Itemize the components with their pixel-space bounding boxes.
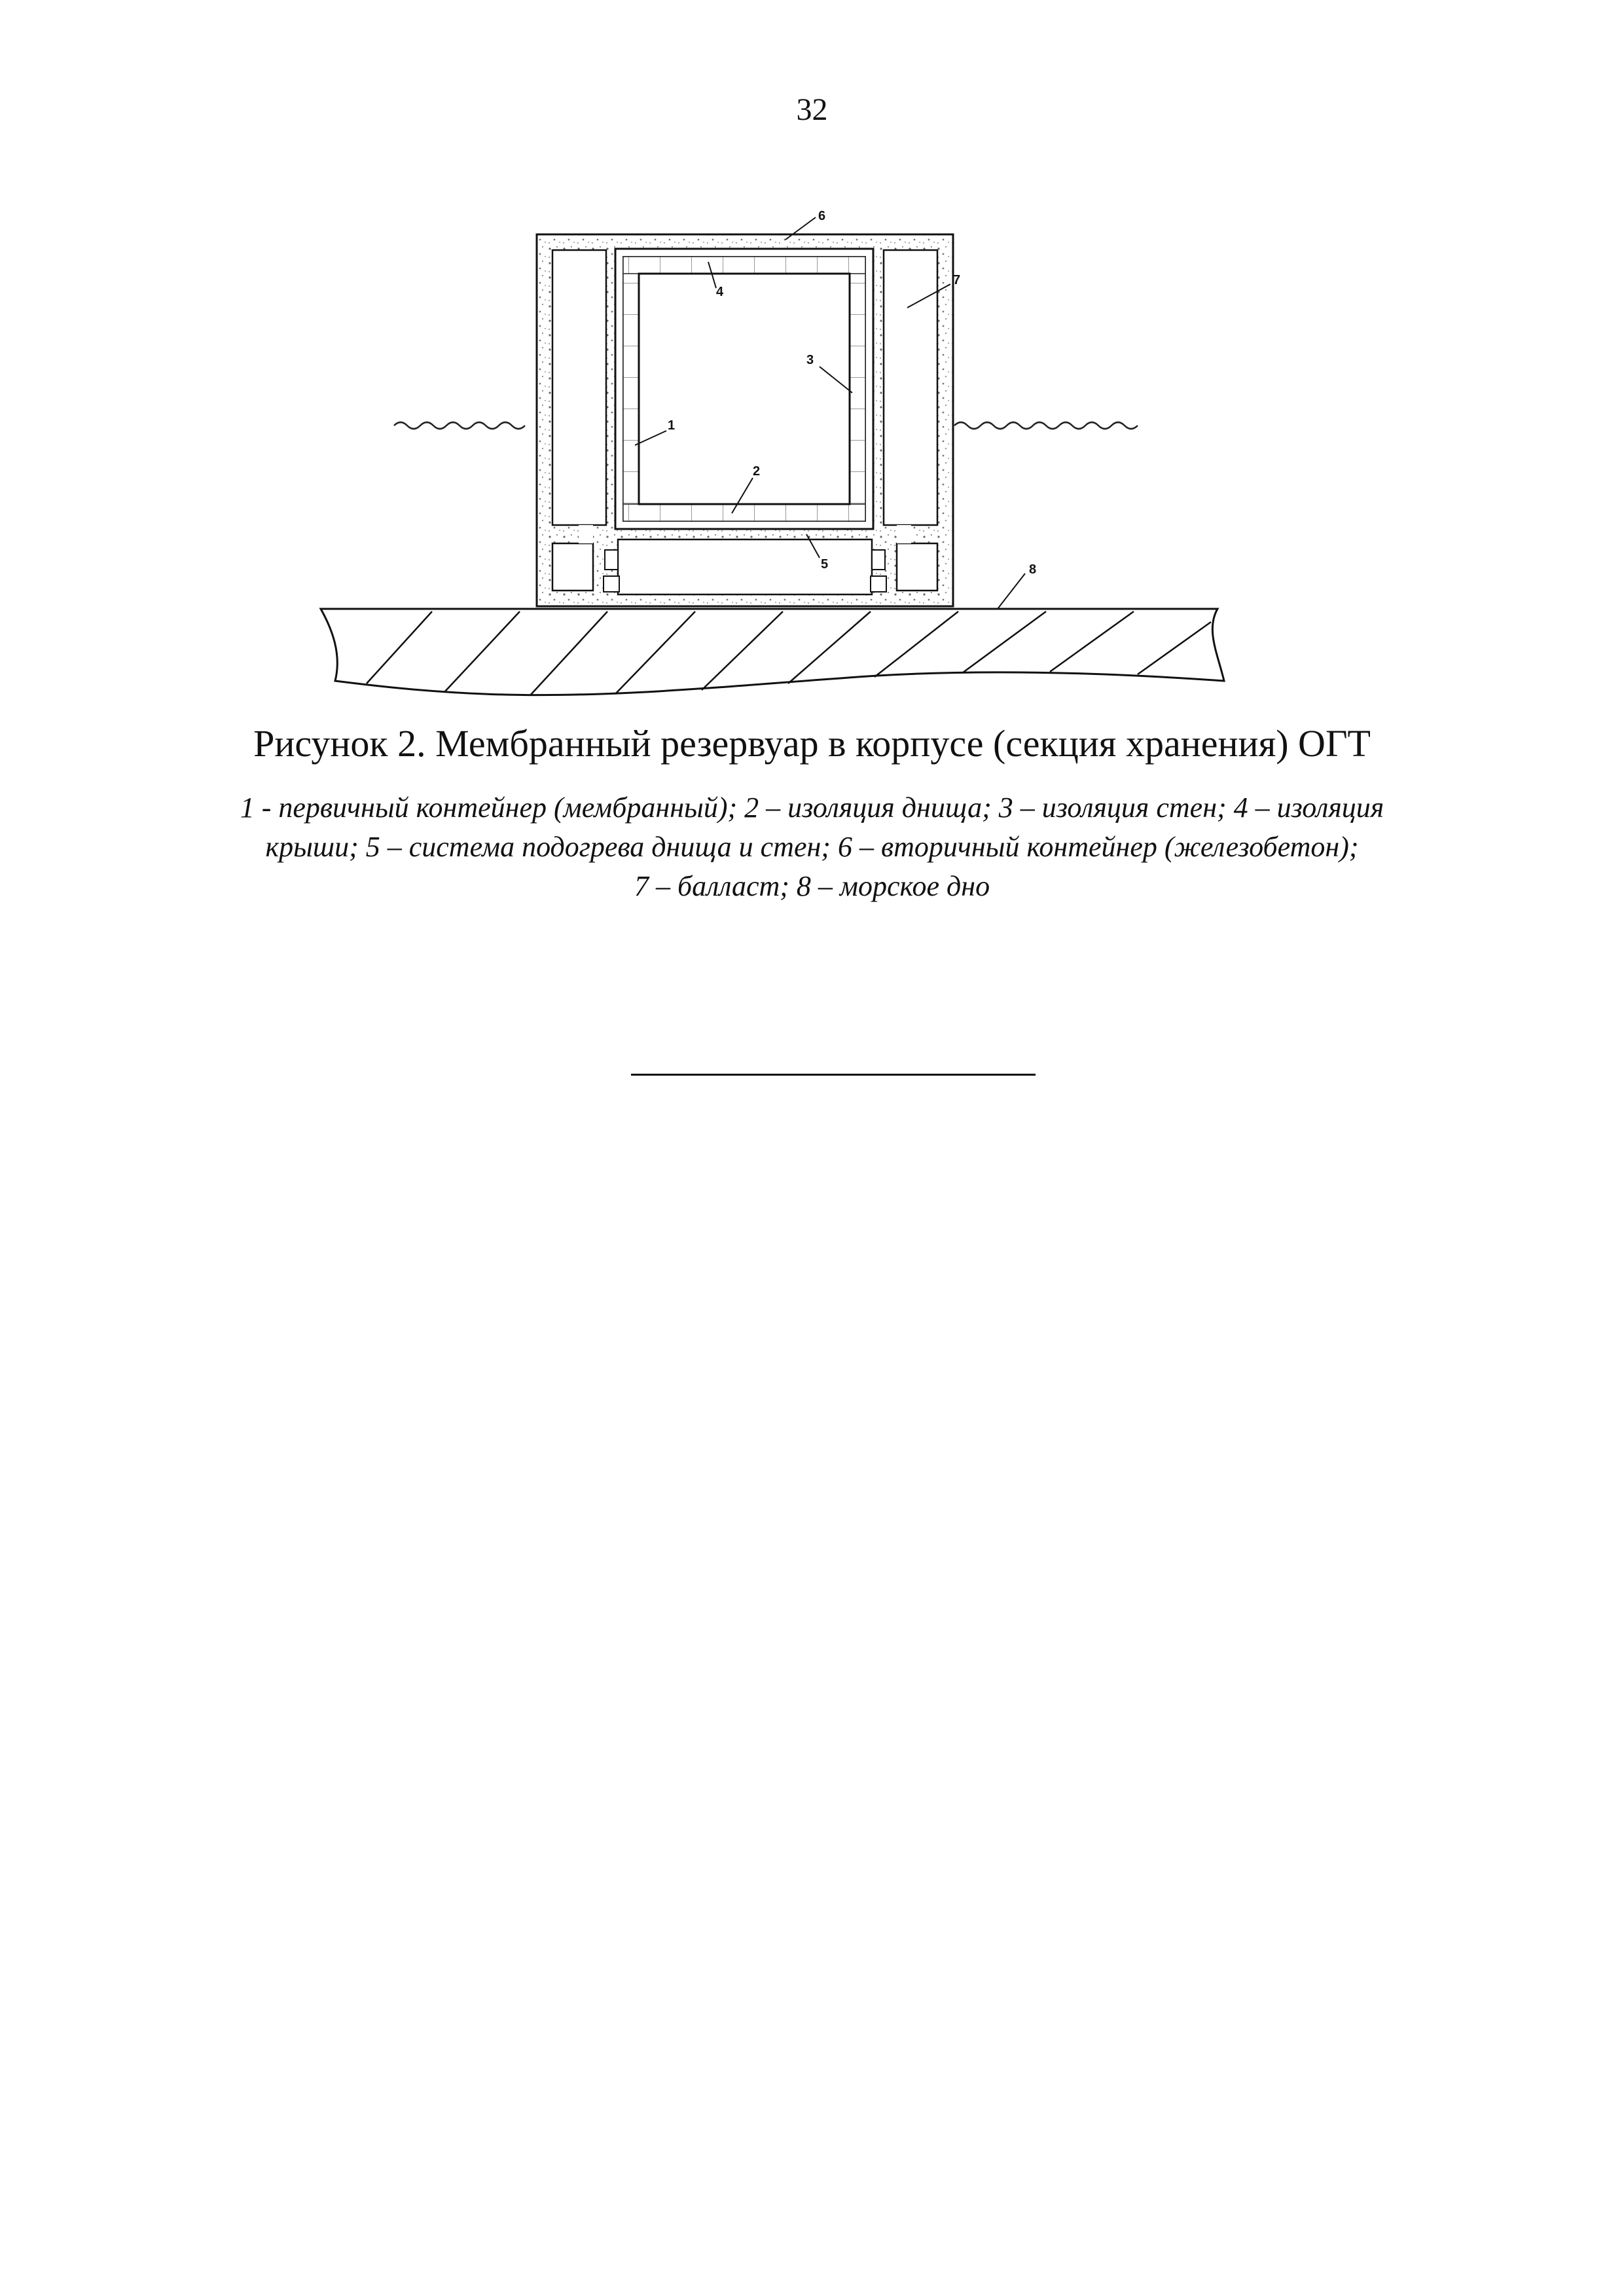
legend-line: 7 – балласт; 8 – морское дно	[634, 870, 990, 902]
callout-4: 4	[716, 285, 724, 299]
primary-membrane	[639, 274, 850, 504]
callout-2: 2	[753, 464, 761, 479]
page-number: 32	[796, 92, 828, 127]
wall-insulation-left	[623, 274, 639, 504]
wall-insulation-right	[850, 274, 865, 504]
callout-8: 8	[1029, 562, 1037, 577]
callout-5: 5	[821, 557, 829, 572]
legend-line: крыши; 5 – система подогрева днища и стен; 6 – вторичный контейнер (железобетон);	[265, 831, 1359, 863]
heating-gallery	[618, 539, 872, 594]
membrane-tank	[615, 249, 873, 529]
membrane-tank-figure	[0, 0, 1624, 714]
legend-line: 1 - первичный контейнер (мембранный); 2 – изоляция днища; 3 – изоляция стен; 4 – изоляция	[240, 792, 1384, 824]
bottom-insulation	[623, 504, 865, 521]
callout-1: 1	[668, 418, 676, 433]
callout-3: 3	[806, 353, 814, 367]
water-line-right	[954, 422, 1138, 429]
section-end-rule	[631, 1074, 1036, 1076]
callout-6: 6	[818, 209, 826, 223]
figure-legend	[0, 788, 1624, 906]
ballast-chamber-left	[552, 250, 606, 525]
water-line-left	[394, 422, 525, 429]
figure-caption-title: Рисунок 2. Мембранный резервуар в корпусе (секция хранения) ОГТ	[253, 722, 1371, 765]
callout-7: 7	[953, 273, 961, 287]
seabed	[321, 609, 1224, 695]
roof-insulation	[623, 257, 865, 274]
ballast-chamber-right	[884, 250, 937, 525]
